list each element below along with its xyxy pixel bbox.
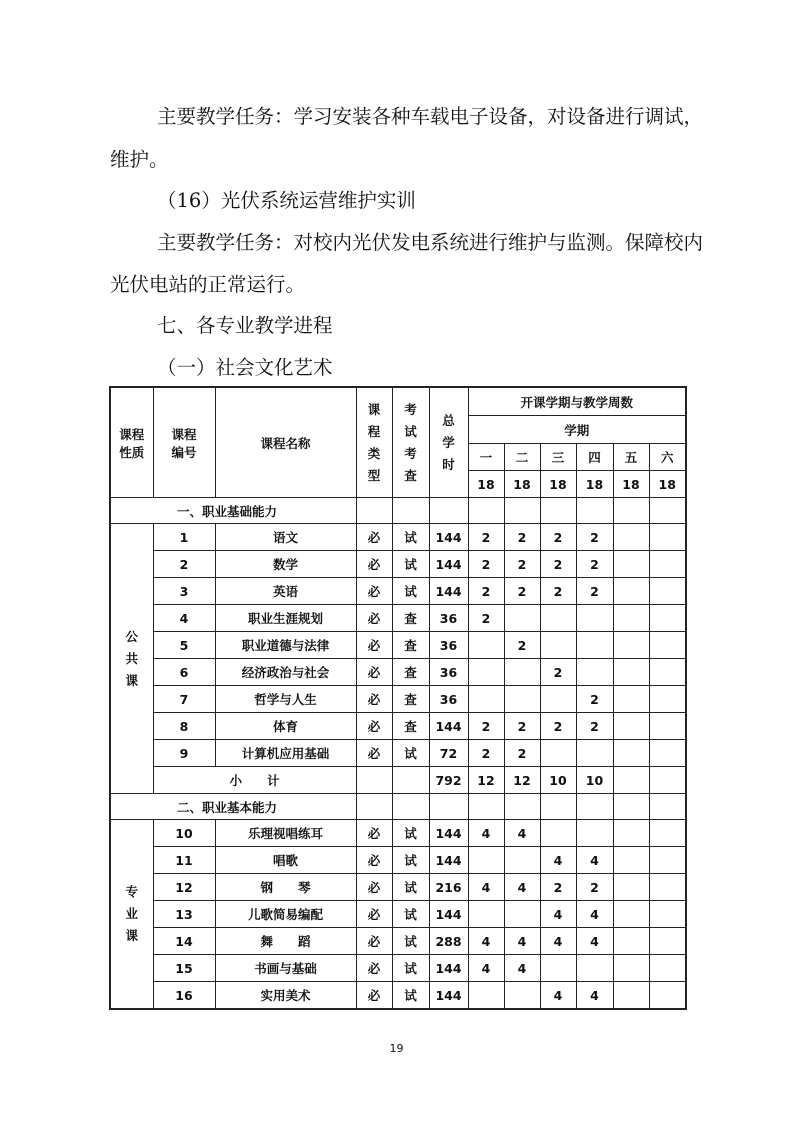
subtotal-hours: 792	[429, 767, 468, 794]
subtotal-row	[110, 767, 686, 794]
exam-type: 查	[392, 605, 429, 632]
table-row	[110, 632, 686, 659]
semester-hours	[540, 740, 576, 767]
table-row	[110, 659, 686, 686]
semester-hours	[504, 982, 540, 1010]
semester-hours	[468, 686, 504, 713]
exam-type: 试	[392, 928, 429, 955]
section-heading-7: 七、各专业教学进程	[157, 314, 333, 337]
course-name: 英语	[215, 578, 356, 605]
table-row	[110, 578, 686, 605]
course-type: 必	[356, 578, 392, 605]
exam-type: 试	[392, 578, 429, 605]
semester-hours: 4	[468, 928, 504, 955]
semester-hours: 4	[540, 982, 576, 1010]
semester-hours: 2	[540, 874, 576, 901]
paragraph-pv-task-line2: 光伏电站的正常运行。	[110, 273, 306, 296]
semester-hours	[613, 928, 649, 955]
semester-hours	[540, 605, 576, 632]
exam-type: 查	[392, 686, 429, 713]
total-hours: 288	[429, 928, 468, 955]
course-name: 职业生涯规划	[215, 605, 356, 632]
semester-hours	[504, 847, 540, 874]
table-row	[110, 820, 686, 847]
total-hours: 216	[429, 874, 468, 901]
section-label: 一、职业基础能力	[110, 498, 356, 524]
semester-hours: 2	[504, 524, 540, 551]
semester-hours	[540, 820, 576, 847]
semester-label: 五	[613, 444, 649, 471]
semester-hours	[576, 659, 613, 686]
semester-hours	[649, 982, 686, 1010]
semester-hours: 2	[540, 659, 576, 686]
semester-hours	[613, 632, 649, 659]
semester-hours	[540, 632, 576, 659]
semester-hours: 2	[576, 686, 613, 713]
course-name: 职业道德与法律	[215, 632, 356, 659]
semester-hours: 4	[468, 874, 504, 901]
semester-hours	[540, 955, 576, 982]
table-row	[110, 605, 686, 632]
course-type: 必	[356, 686, 392, 713]
exam-type: 试	[392, 551, 429, 578]
semester-hours	[613, 524, 649, 551]
table-row	[110, 740, 686, 767]
empty-cell	[504, 498, 540, 524]
section-row-foundation	[110, 498, 686, 524]
course-name: 哲学与人生	[215, 686, 356, 713]
subtotal-semester	[649, 767, 686, 794]
course-name: 书画与基础	[215, 955, 356, 982]
course-code: 2	[153, 551, 215, 578]
total-hours: 144	[429, 524, 468, 551]
empty-cell	[576, 794, 613, 820]
header-semester: 学期	[468, 416, 686, 444]
semester-hours	[649, 820, 686, 847]
course-type: 必	[356, 847, 392, 874]
course-type: 必	[356, 928, 392, 955]
semester-hours: 2	[576, 551, 613, 578]
exam-type: 查	[392, 632, 429, 659]
semester-label: 六	[649, 444, 686, 471]
semester-label: 四	[576, 444, 613, 471]
course-type: 必	[356, 713, 392, 740]
course-name: 实用美术	[215, 982, 356, 1010]
semester-hours	[613, 605, 649, 632]
total-hours: 144	[429, 713, 468, 740]
semester-hours	[649, 605, 686, 632]
semester-hours: 2	[468, 524, 504, 551]
semester-hours: 2	[468, 551, 504, 578]
semester-hours	[613, 740, 649, 767]
course-code: 15	[153, 955, 215, 982]
empty-cell	[356, 498, 392, 524]
semester-label: 三	[540, 444, 576, 471]
course-code: 16	[153, 982, 215, 1010]
course-name: 钢 琴	[215, 874, 356, 901]
total-hours: 144	[429, 847, 468, 874]
section-row-professional	[110, 794, 686, 820]
semester-hours	[649, 740, 686, 767]
exam-type: 试	[392, 740, 429, 767]
semester-hours	[649, 686, 686, 713]
exam-type: 查	[392, 659, 429, 686]
course-type: 必	[356, 740, 392, 767]
subtotal-semester: 10	[540, 767, 576, 794]
weeks-cell: 18	[504, 471, 540, 498]
semester-hours: 4	[540, 901, 576, 928]
empty-cell	[356, 794, 392, 820]
table-row	[110, 847, 686, 874]
semester-hours: 2	[504, 713, 540, 740]
course-type: 必	[356, 659, 392, 686]
course-type: 必	[356, 524, 392, 551]
semester-hours: 2	[540, 578, 576, 605]
semester-hours: 2	[504, 632, 540, 659]
semester-hours: 4	[504, 955, 540, 982]
total-hours: 36	[429, 605, 468, 632]
semester-hours	[576, 955, 613, 982]
course-type: 必	[356, 605, 392, 632]
course-name: 唱歌	[215, 847, 356, 874]
semester-hours: 4	[504, 928, 540, 955]
paragraph-pv-task-line1: 主要教学任务：对校内光伏发电系统进行维护与监测。保障校内	[157, 231, 704, 254]
semester-hours	[613, 686, 649, 713]
group-label: 专业课	[125, 884, 139, 943]
table-row	[110, 874, 686, 901]
total-hours: 36	[429, 632, 468, 659]
semester-hours: 2	[468, 713, 504, 740]
semester-hours: 2	[576, 578, 613, 605]
empty-cell	[649, 794, 686, 820]
total-hours: 144	[429, 901, 468, 928]
semester-hours	[649, 928, 686, 955]
semester-hours: 2	[504, 740, 540, 767]
semester-hours	[468, 982, 504, 1010]
table-row	[110, 686, 686, 713]
semester-hours	[576, 820, 613, 847]
empty-cell	[649, 498, 686, 524]
course-code: 12	[153, 874, 215, 901]
table-row	[110, 928, 686, 955]
semester-hours: 2	[504, 551, 540, 578]
subtotal-semester	[613, 767, 649, 794]
empty-cell	[576, 498, 613, 524]
course-name: 数学	[215, 551, 356, 578]
empty-cell	[504, 794, 540, 820]
exam-type: 查	[392, 713, 429, 740]
course-type: 必	[356, 901, 392, 928]
page-number: 19	[389, 1042, 404, 1055]
semester-hours	[540, 686, 576, 713]
semester-hours	[649, 955, 686, 982]
empty-cell	[392, 767, 429, 794]
semester-hours: 4	[576, 928, 613, 955]
course-type: 必	[356, 982, 392, 1010]
semester-hours	[504, 659, 540, 686]
subtotal-semester: 12	[468, 767, 504, 794]
empty-cell	[468, 794, 504, 820]
course-name: 语文	[215, 524, 356, 551]
semester-hours: 4	[576, 982, 613, 1010]
semester-hours: 4	[576, 901, 613, 928]
table-row	[110, 713, 686, 740]
table-row	[110, 901, 686, 928]
course-name: 乐理视唱练耳	[215, 820, 356, 847]
header-name: 课程名称	[215, 387, 356, 498]
exam-type: 试	[392, 524, 429, 551]
header-nature: 课程性质	[110, 387, 153, 498]
empty-cell	[429, 498, 468, 524]
empty-cell	[468, 498, 504, 524]
course-code: 7	[153, 686, 215, 713]
exam-type: 试	[392, 874, 429, 901]
course-code: 9	[153, 740, 215, 767]
semester-hours	[613, 713, 649, 740]
group-major-courses	[110, 820, 153, 1010]
semester-hours	[649, 632, 686, 659]
course-code: 11	[153, 847, 215, 874]
table-row	[110, 524, 686, 551]
course-code: 6	[153, 659, 215, 686]
course-name: 计算机应用基础	[215, 740, 356, 767]
group-public-courses	[110, 524, 153, 794]
semester-hours: 4	[504, 874, 540, 901]
semester-hours	[649, 901, 686, 928]
course-code: 8	[153, 713, 215, 740]
exam-type: 试	[392, 982, 429, 1010]
header-hours: 总学时	[429, 387, 468, 498]
semester-hours: 2	[576, 874, 613, 901]
paragraph-task-line2: 维护。	[110, 148, 169, 171]
semester-hours	[504, 686, 540, 713]
empty-cell	[392, 498, 429, 524]
semester-label: 一	[468, 444, 504, 471]
semester-hours: 4	[504, 820, 540, 847]
course-code: 10	[153, 820, 215, 847]
empty-cell	[613, 794, 649, 820]
semester-hours: 2	[504, 578, 540, 605]
subtotal-semester: 12	[504, 767, 540, 794]
total-hours: 144	[429, 551, 468, 578]
subsection-heading-16: （16）光伏系统运营维护实训	[157, 189, 416, 212]
semester-hours	[468, 659, 504, 686]
semester-hours: 2	[468, 605, 504, 632]
section-label: 二、职业基本能力	[110, 794, 356, 820]
empty-cell	[392, 794, 429, 820]
course-name: 体育	[215, 713, 356, 740]
total-hours: 144	[429, 578, 468, 605]
semester-hours	[504, 605, 540, 632]
exam-type: 试	[392, 847, 429, 874]
subsection-heading-1: （一）社会文化艺术	[157, 356, 333, 379]
empty-cell	[356, 767, 392, 794]
semester-hours: 2	[468, 740, 504, 767]
semester-hours	[504, 901, 540, 928]
weeks-cell: 18	[649, 471, 686, 498]
semester-hours: 2	[540, 551, 576, 578]
semester-hours	[613, 874, 649, 901]
total-hours: 72	[429, 740, 468, 767]
paragraph-task-line1: 主要教学任务：学习安装各种车载电子设备，对设备进行调试，	[157, 105, 704, 128]
semester-hours: 4	[540, 847, 576, 874]
semester-hours	[649, 659, 686, 686]
course-name: 经济政治与社会	[215, 659, 356, 686]
semester-hours: 2	[468, 578, 504, 605]
semester-hours	[649, 551, 686, 578]
semester-hours	[613, 955, 649, 982]
course-type: 必	[356, 955, 392, 982]
course-type: 必	[356, 632, 392, 659]
exam-type: 试	[392, 901, 429, 928]
header-type: 课程类型	[356, 387, 392, 498]
semester-hours: 4	[468, 955, 504, 982]
total-hours: 144	[429, 820, 468, 847]
total-hours: 144	[429, 955, 468, 982]
semester-hours	[576, 605, 613, 632]
group-label: 公共课	[125, 628, 139, 688]
subtotal-label: 小 计	[153, 767, 356, 794]
course-type: 必	[356, 551, 392, 578]
semester-hours	[468, 632, 504, 659]
semester-hours	[613, 551, 649, 578]
course-code: 4	[153, 605, 215, 632]
semester-hours: 4	[540, 928, 576, 955]
course-code: 13	[153, 901, 215, 928]
weeks-cell: 18	[468, 471, 504, 498]
total-hours: 36	[429, 686, 468, 713]
course-code: 1	[153, 524, 215, 551]
semester-hours: 2	[576, 713, 613, 740]
table-row	[110, 551, 686, 578]
weeks-cell: 18	[540, 471, 576, 498]
course-code: 5	[153, 632, 215, 659]
semester-hours	[468, 847, 504, 874]
course-code: 14	[153, 928, 215, 955]
empty-cell	[540, 498, 576, 524]
header-exam: 考试考查	[392, 387, 429, 498]
course-code: 3	[153, 578, 215, 605]
empty-cell	[613, 498, 649, 524]
teaching-schedule-table	[109, 386, 687, 1010]
course-type: 必	[356, 874, 392, 901]
semester-hours	[613, 659, 649, 686]
header-code: 课程编号	[153, 387, 215, 498]
semester-hours	[649, 874, 686, 901]
semester-hours	[576, 740, 613, 767]
exam-type: 试	[392, 955, 429, 982]
course-type: 必	[356, 820, 392, 847]
semester-hours	[613, 847, 649, 874]
course-name: 儿歌简易编配	[215, 901, 356, 928]
semester-hours: 2	[540, 713, 576, 740]
semester-hours	[613, 820, 649, 847]
semester-hours	[649, 578, 686, 605]
semester-hours: 2	[576, 524, 613, 551]
semester-hours: 2	[540, 524, 576, 551]
semester-hours	[613, 578, 649, 605]
semester-hours	[576, 632, 613, 659]
semester-label: 二	[504, 444, 540, 471]
subtotal-semester: 10	[576, 767, 613, 794]
header-schedule: 开课学期与教学周数	[468, 387, 686, 416]
course-name: 舞 蹈	[215, 928, 356, 955]
total-hours: 36	[429, 659, 468, 686]
semester-hours	[649, 847, 686, 874]
table-row	[110, 982, 686, 1010]
empty-cell	[429, 794, 468, 820]
total-hours: 144	[429, 982, 468, 1010]
semester-hours	[613, 982, 649, 1010]
exam-type: 试	[392, 820, 429, 847]
semester-hours	[468, 901, 504, 928]
semester-hours	[649, 524, 686, 551]
empty-cell	[540, 794, 576, 820]
semester-hours: 4	[576, 847, 613, 874]
weeks-cell: 18	[613, 471, 649, 498]
table-row	[110, 955, 686, 982]
weeks-cell: 18	[576, 471, 613, 498]
semester-hours	[649, 713, 686, 740]
semester-hours	[613, 901, 649, 928]
semester-hours: 4	[468, 820, 504, 847]
